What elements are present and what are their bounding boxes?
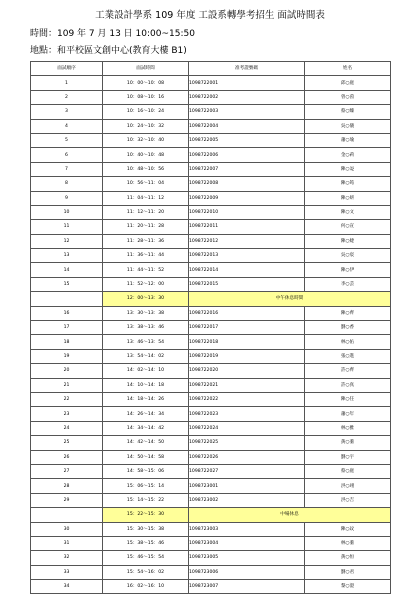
table-row [31, 464, 391, 478]
name-cell: 陳○婕 [305, 234, 391, 248]
order-cell: 30 [31, 522, 103, 536]
column-header-time: 面試時間 [103, 62, 189, 76]
order-cell: 5 [31, 133, 103, 147]
column-header-order: 面試順序 [31, 62, 103, 76]
name-cell: 陳○筠 [305, 177, 391, 191]
exam-number-cell: 1098722011 [189, 220, 305, 234]
exam-number-cell: 1098722019 [189, 349, 305, 363]
order-cell: 3 [31, 105, 103, 119]
time-cell: 14：58～15：06 [103, 464, 189, 478]
time-cell: 15：14～15：22 [103, 493, 189, 507]
time-cell: 15：46～15：54 [103, 551, 189, 565]
order-cell: 9 [31, 191, 103, 205]
table-row [31, 321, 391, 335]
time-cell: 14：10～14：18 [103, 378, 189, 392]
exam-number-cell: 1098722027 [189, 464, 305, 478]
time-cell: 13：30～13：38 [103, 306, 189, 320]
table-row [31, 421, 391, 435]
time-cell: 16：02～16：10 [103, 580, 189, 594]
exam-number-cell: 1098722013 [189, 249, 305, 263]
table-row [31, 119, 391, 133]
order-cell: 31 [31, 536, 103, 550]
break-label-cell: 中午休息時間 [189, 292, 391, 306]
order-cell: 34 [31, 580, 103, 594]
exam-number-cell: 1098722004 [189, 119, 305, 133]
exam-number-cell: 1098722012 [189, 234, 305, 248]
exam-number-cell: 1098722020 [189, 364, 305, 378]
time-cell: 14：26～14：34 [103, 407, 189, 421]
time-cell: 13：38～13：46 [103, 321, 189, 335]
order-cell: 11 [31, 220, 103, 234]
order-cell: 33 [31, 565, 103, 579]
exam-number-cell: 1098723001 [189, 479, 305, 493]
name-cell: 陳○妍 [305, 191, 391, 205]
time-cell: 10：40～10：48 [103, 148, 189, 162]
exam-number-cell: 1098722021 [189, 378, 305, 392]
time-cell: 10：16～10：24 [103, 105, 189, 119]
time-cell: 11：28～11：36 [103, 234, 189, 248]
time-cell: 11：12～11：20 [103, 205, 189, 219]
exam-number-cell: 1098722026 [189, 450, 305, 464]
order-cell: 24 [31, 421, 103, 435]
table-header-row [31, 62, 391, 76]
table-row [31, 479, 391, 493]
order-cell: 23 [31, 407, 103, 421]
exam-number-cell: 1098722007 [189, 162, 305, 176]
name-cell: 林○佑 [305, 335, 391, 349]
order-cell: 10 [31, 205, 103, 219]
table-row [31, 177, 391, 191]
interview-time: 時間：109 年 7 月 13 日 10:00~15:50 [30, 29, 195, 39]
time-cell: 13：46～13：54 [103, 335, 189, 349]
table-row [31, 536, 391, 550]
order-cell: 15 [31, 277, 103, 291]
name-cell: 蔡○臻 [305, 105, 391, 119]
table-row [31, 565, 391, 579]
table-row [31, 349, 391, 363]
table-row [31, 76, 391, 90]
name-cell: 陳○彣 [305, 162, 391, 176]
break-time-cell: 12：00～13：30 [103, 292, 189, 306]
name-cell: 曾○茵 [305, 90, 391, 104]
table-row [31, 378, 391, 392]
break-time-cell: 15：22～15：30 [103, 508, 189, 522]
order-cell: 14 [31, 263, 103, 277]
exam-number-cell: 1098722015 [189, 277, 305, 291]
name-cell: 蕭○瑜 [305, 133, 391, 147]
exam-number-cell: 1098722024 [189, 421, 305, 435]
page-title: 工業設計學系 109 年度 工設系轉學考招生 面試時間表 [95, 10, 325, 21]
table-row [31, 133, 391, 147]
name-cell: 吳○儀 [305, 119, 391, 133]
name-cell: 洪○吉 [305, 493, 391, 507]
interview-location: 地點：和平校區文創中心(教育大樓 B1) [30, 46, 187, 56]
exam-number-cell: 1098722016 [189, 306, 305, 320]
time-cell: 15：30～15：38 [103, 522, 189, 536]
table-row [31, 335, 391, 349]
time-cell: 10：08～10：16 [103, 90, 189, 104]
table-row [31, 162, 391, 176]
name-cell: 陳○任 [305, 392, 391, 406]
name-cell: 張○進 [305, 349, 391, 363]
exam-number-cell: 1098722009 [189, 191, 305, 205]
order-cell: 2 [31, 90, 103, 104]
name-cell: 劉○香 [305, 321, 391, 335]
time-cell: 15：38～15：46 [103, 536, 189, 550]
name-cell: 蔡○庭 [305, 464, 391, 478]
name-cell: 洪○翊 [305, 479, 391, 493]
exam-number-cell: 1098722017 [189, 321, 305, 335]
order-cell: 28 [31, 479, 103, 493]
time-cell: 11：44～11：52 [103, 263, 189, 277]
time-cell: 14：18～14：26 [103, 392, 189, 406]
table-row [31, 407, 391, 421]
order-cell: 8 [31, 177, 103, 191]
exam-number-cell: 1098723004 [189, 536, 305, 550]
table-row [31, 234, 391, 248]
table-row [31, 249, 391, 263]
exam-number-cell: 1098723005 [189, 551, 305, 565]
exam-number-cell: 1098722010 [189, 205, 305, 219]
order-cell: 25 [31, 436, 103, 450]
table-row [31, 522, 391, 536]
time-cell: 10：32～10：40 [103, 133, 189, 147]
break-row [31, 508, 391, 522]
exam-number-cell: 1098722006 [189, 148, 305, 162]
time-cell: 10：00～10：08 [103, 76, 189, 90]
table-row [31, 364, 391, 378]
exam-number-cell: 1098722025 [189, 436, 305, 450]
time-cell: 11：04～11：12 [103, 191, 189, 205]
name-cell: 李○芸 [305, 277, 391, 291]
time-cell: 10：48～10：56 [103, 162, 189, 176]
order-cell: 32 [31, 551, 103, 565]
order-cell: 22 [31, 392, 103, 406]
exam-number-cell: 1098723006 [189, 565, 305, 579]
time-cell: 11：20～11：28 [103, 220, 189, 234]
column-header-name: 姓名 [305, 62, 391, 76]
time-cell: 14：02～14：10 [103, 364, 189, 378]
schedule-table [30, 61, 391, 594]
order-cell: 4 [31, 119, 103, 133]
table-row [31, 450, 391, 464]
name-cell: 林○蓁 [305, 536, 391, 550]
name-cell: 黃○蓁 [305, 436, 391, 450]
name-cell: 黃○恒 [305, 551, 391, 565]
order-cell: 6 [31, 148, 103, 162]
time-cell: 10：24～10：32 [103, 119, 189, 133]
order-cell: 13 [31, 249, 103, 263]
table-row [31, 277, 391, 291]
table-row [31, 493, 391, 507]
table-row [31, 580, 391, 594]
exam-number-cell: 1098722002 [189, 90, 305, 104]
name-cell: 陳○齊 [305, 306, 391, 320]
name-cell: 許○齊 [305, 364, 391, 378]
order-cell-empty [31, 508, 103, 522]
time-cell: 11：52～12：00 [103, 277, 189, 291]
table-row [31, 148, 391, 162]
table-row [31, 551, 391, 565]
name-cell: 陳○文 [305, 205, 391, 219]
exam-number-cell: 1098723003 [189, 522, 305, 536]
table-row [31, 90, 391, 104]
table-row [31, 220, 391, 234]
time-cell: 15：06～15：14 [103, 479, 189, 493]
break-label-cell: 中場休息 [189, 508, 391, 522]
order-cell: 19 [31, 349, 103, 363]
name-cell: 劉○宇 [305, 450, 391, 464]
table-row [31, 263, 391, 277]
time-cell: 15：54～16：02 [103, 565, 189, 579]
order-cell: 17 [31, 321, 103, 335]
table-row [31, 306, 391, 320]
exam-number-cell: 1098722018 [189, 335, 305, 349]
order-cell: 16 [31, 306, 103, 320]
exam-number-cell: 1098722003 [189, 105, 305, 119]
name-cell: 林○雅 [305, 421, 391, 435]
exam-number-cell: 1098722014 [189, 263, 305, 277]
name-cell: 許○真 [305, 378, 391, 392]
name-cell: 蕭○年 [305, 407, 391, 421]
order-cell: 27 [31, 464, 103, 478]
name-cell: 陳○玟 [305, 522, 391, 536]
name-cell: 陳○伊 [305, 263, 391, 277]
exam-number-cell: 1098722001 [189, 76, 305, 90]
order-cell: 26 [31, 450, 103, 464]
name-cell: 邱○庭 [305, 76, 391, 90]
column-header-exam-number: 准考證號碼 [189, 62, 305, 76]
exam-number-cell: 1098722022 [189, 392, 305, 406]
time-cell: 13：54～14：02 [103, 349, 189, 363]
table-row [31, 191, 391, 205]
order-cell: 18 [31, 335, 103, 349]
time-cell: 11：36～11：44 [103, 249, 189, 263]
time-cell: 10：56～11：04 [103, 177, 189, 191]
time-cell: 14：34～14：42 [103, 421, 189, 435]
table-row [31, 392, 391, 406]
name-cell: 劉○君 [305, 565, 391, 579]
exam-number-cell: 1098722005 [189, 133, 305, 147]
exam-number-cell: 1098722008 [189, 177, 305, 191]
order-cell: 21 [31, 378, 103, 392]
name-cell: 金○莉 [305, 148, 391, 162]
name-cell: 何○宣 [305, 220, 391, 234]
name-cell: 吳○宸 [305, 249, 391, 263]
exam-number-cell: 1098723002 [189, 493, 305, 507]
time-cell: 14：50～14：58 [103, 450, 189, 464]
schedule-table-body [31, 76, 391, 594]
time-cell: 14：42～14：50 [103, 436, 189, 450]
table-row [31, 436, 391, 450]
table-row [31, 205, 391, 219]
order-cell: 12 [31, 234, 103, 248]
exam-number-cell: 1098722023 [189, 407, 305, 421]
order-cell-empty [31, 292, 103, 306]
exam-number-cell: 1098723007 [189, 580, 305, 594]
order-cell: 20 [31, 364, 103, 378]
order-cell: 1 [31, 76, 103, 90]
order-cell: 29 [31, 493, 103, 507]
break-row [31, 292, 391, 306]
order-cell: 7 [31, 162, 103, 176]
name-cell: 黎○澄 [305, 580, 391, 594]
table-row [31, 105, 391, 119]
